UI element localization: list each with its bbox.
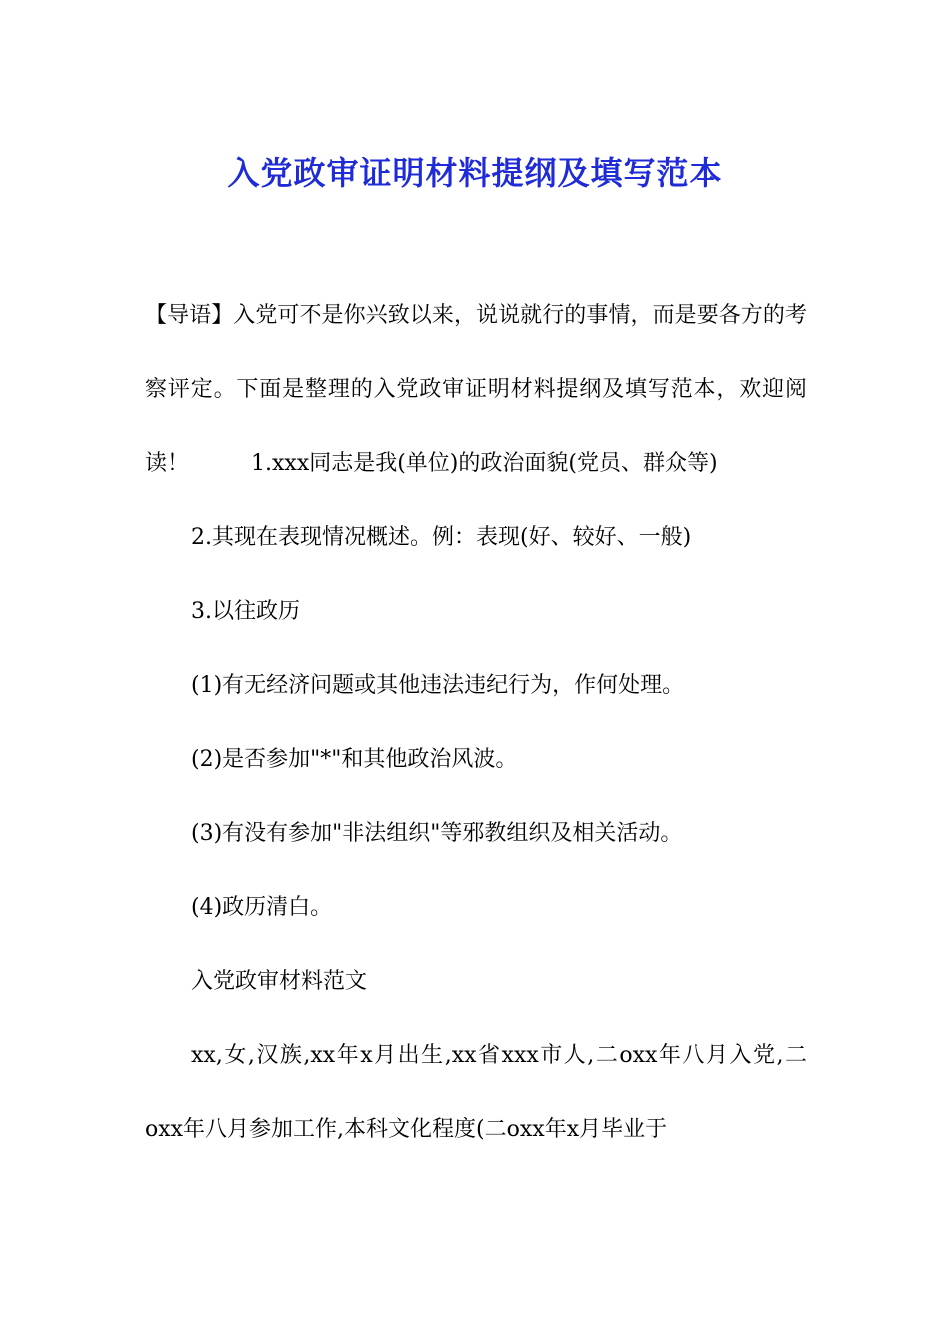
- intro-text: 【导语】入党可不是你兴致以来，说说就行的事情，而是要各方的考察评定。下面是整理的入党政审证明材料提纲及填写范本，欢迎阅读！: [145, 303, 807, 476]
- item-3-paragraph: 3.以往政历: [191, 599, 300, 624]
- document-body: [145, 279, 807, 1167]
- sub-item-4-paragraph: (4)政历清白。: [191, 895, 333, 920]
- sub-item-2-paragraph: (2)是否参加"*"和其他政治风波。: [191, 747, 518, 772]
- sub-item-1-paragraph: (1)有无经济问题或其他违法违纪行为，作何处理。: [191, 673, 685, 698]
- sample-heading: 入党政审材料范文: [191, 969, 368, 994]
- item-2-paragraph: 2.其现在表现情况概述。例：表现(好、较好、一般): [191, 525, 692, 550]
- sample-paragraph: xx,女,汉族,xx年x月出生,xx省xxx市人,二oxx年八月入党,二oxx年八月参加工作,本科文化程度(二oxx年x月毕业于: [145, 1043, 807, 1142]
- document-title: 入党政审证明材料提纲及填写范本: [227, 154, 723, 193]
- intro-paragraph: [145, 279, 807, 501]
- item-1-text: 1.xxx同志是我(单位)的政治面貌(党员、群众等): [251, 451, 718, 476]
- sub-item-3-paragraph: (3)有没有参加"非法组织"等邪教组织及相关活动。: [191, 821, 683, 846]
